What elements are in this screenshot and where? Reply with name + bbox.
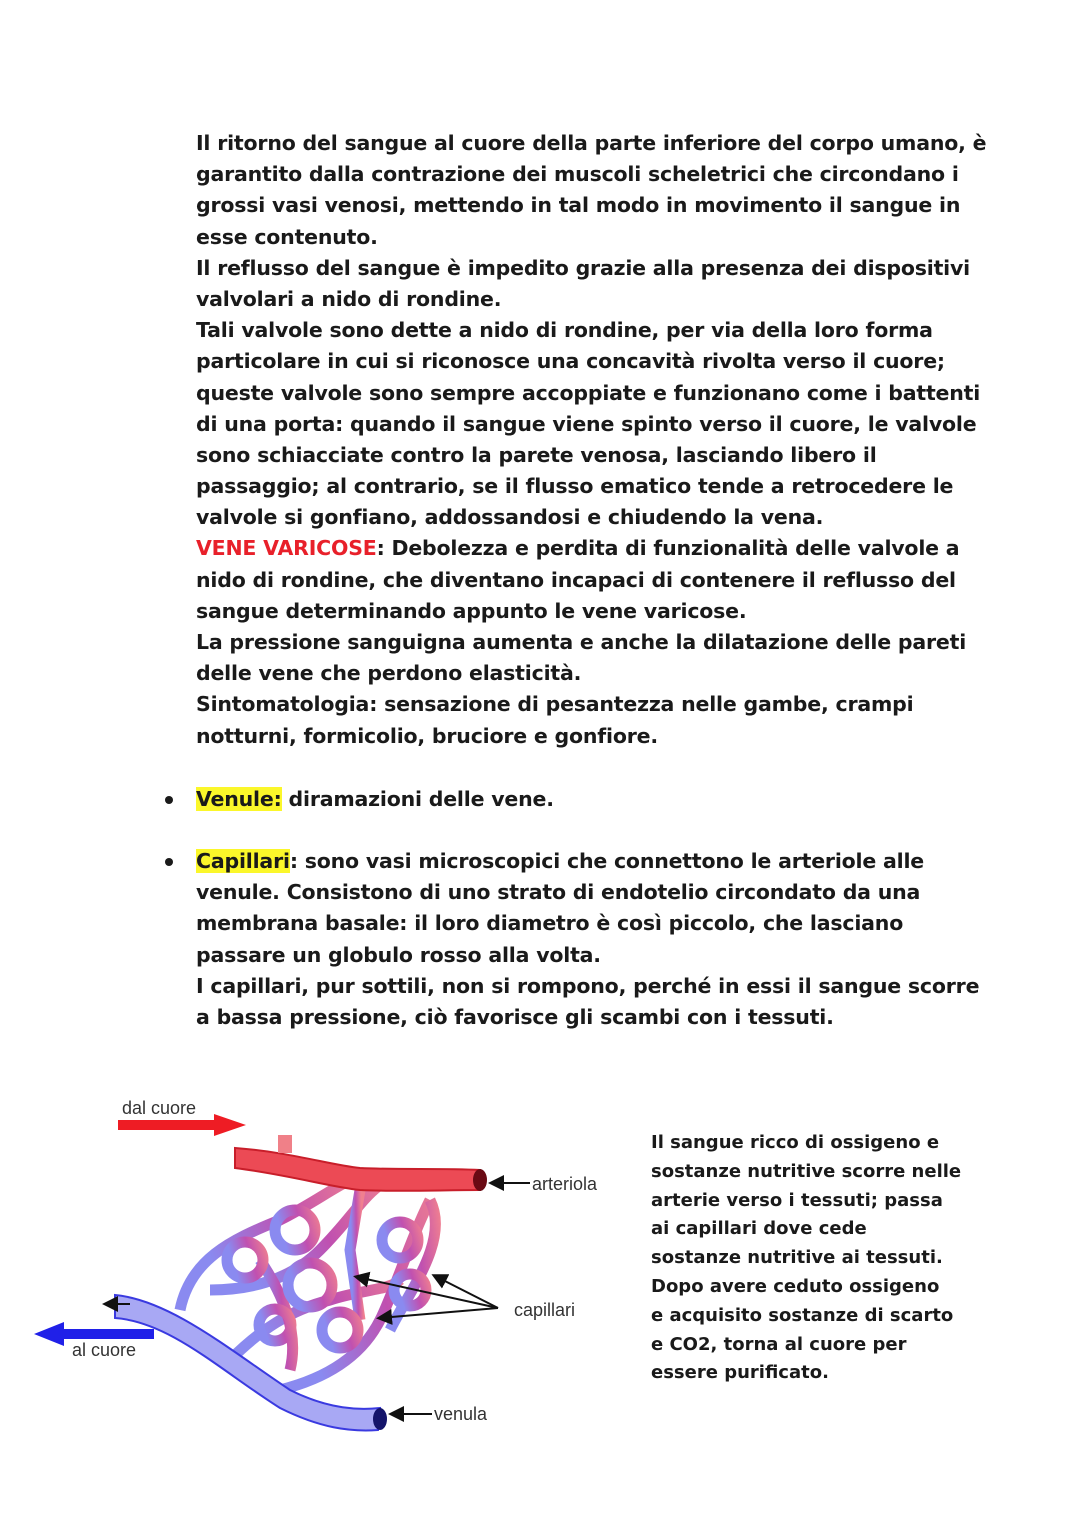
text-line: [196, 284, 986, 315]
text-line: grossi vasi venosi, mettendo in tal modo in movimento il sangue in: [196, 193, 961, 218]
text-line: venule. Consistono di uno strato di endotelio circondato da una: [196, 880, 921, 905]
text-line: sangue determinando appunto le vene varicose.: [196, 598, 747, 623]
text-line: [196, 846, 979, 877]
diagram-description: [651, 1129, 961, 1388]
text: : Debolezza e perdita di funzionalità delle valvole a: [376, 536, 960, 561]
text: Il reflusso del sangue è impedito grazie alla presenza dei: [196, 255, 854, 280]
text: .: [493, 286, 502, 311]
text-line: [196, 533, 986, 564]
text-line: La pressione sanguigna aumenta e anche la dilatazione delle pareti: [196, 630, 967, 654]
bold-term: valvolari a nido di rondine: [196, 286, 494, 311]
text-line: [196, 689, 986, 720]
arteriole-vessel: [235, 1135, 487, 1191]
text: : sono vasi microscopici che connettono le arteriole alle: [289, 849, 925, 873]
capillary-diagram: [30, 1090, 630, 1440]
bold-term: dispositivi: [853, 255, 970, 280]
text-line: particolare in cui si riconosce una concavità rivolta verso il cuore;: [196, 349, 945, 374]
text-line: valvole si gonfiano, addossandosi e chiudendo la vena.: [196, 505, 824, 530]
text-line: sono schiacciate contro la parete venosa, lasciando libero il: [196, 442, 877, 467]
label-to-heart: al cuore: [72, 1340, 137, 1360]
label-from-heart: dal cuore: [122, 1098, 197, 1118]
bold-term: Sintomatologia: [196, 692, 370, 717]
text-line: sostanze nutritive scorre nelle: [651, 1160, 962, 1182]
text-line: [196, 784, 554, 815]
text-line: e acquisito sostanze di scarto: [651, 1304, 954, 1326]
section-venous-return: [196, 128, 986, 752]
text-line: essere purificato.: [651, 1362, 829, 1384]
text-line: delle vene che perdono elasticità.: [196, 661, 582, 686]
text-line: notturni, formicolio, bruciore e gonfiore.: [196, 723, 658, 748]
text-line: esse contenuto.: [196, 224, 378, 249]
text-line: Tali valvole sono dette a nido di rondine, per via della loro forma: [196, 318, 933, 343]
text-line: [196, 253, 986, 284]
highlight-term: Capillari: [196, 849, 290, 873]
text-line: passare un globulo rosso alla volta.: [196, 942, 601, 967]
text-line: di una porta: quando il sangue viene spinto verso il cuore, le valvole: [196, 411, 977, 436]
label-venule: venula: [434, 1404, 488, 1424]
label-arteriole: arteriola: [532, 1174, 598, 1194]
text-line: membrana basale: il loro diametro è così piccolo, che lasciano: [196, 911, 904, 936]
text-line: e CO2, torna al cuore per: [651, 1333, 907, 1355]
text-line: sostanze nutritive ai tessuti.: [651, 1247, 943, 1269]
text-line: garantito dalla contrazione dei muscoli scheletrici che circondano i: [196, 162, 959, 187]
text-line: Dopo avere ceduto ossigeno: [651, 1275, 940, 1297]
list-item-venule: [196, 784, 554, 815]
label-capillaries: capillari: [514, 1300, 576, 1320]
text-line: passaggio; al contrario, se il flusso ematico tende a retrocedere le: [196, 474, 954, 499]
text-line: queste valvole sono sempre accoppiate e funzionano come i battenti: [196, 380, 981, 405]
text-line: nido di rondine, che diventano incapaci di contenere il reflusso del: [196, 567, 956, 592]
highlight-term: Venule:: [196, 787, 282, 811]
list-item-capillari: [196, 846, 979, 1033]
text-line: Il sangue ricco di ossigeno e: [651, 1132, 940, 1153]
text-line: Il ritorno del sangue al cuore della parte inferiore del corpo umano, è: [196, 131, 987, 155]
bullet-icon: [165, 796, 173, 804]
text: diramazioni delle vene.: [281, 787, 554, 811]
text-line: a bassa pressione, ciò favorisce gli scambi con i tessuti.: [196, 1004, 834, 1029]
text: : sensazione di pesantezza nelle gambe, crampi: [369, 692, 914, 717]
bullet-icon: [165, 858, 173, 866]
heading-varicose-veins: VENE VARICOSE: [196, 536, 377, 561]
text-line: I capillari, pur sottili, non si rompono, perché in essi il sangue scorre: [196, 973, 980, 998]
text-line: ai capillari dove cede: [651, 1218, 867, 1240]
text-line: arterie verso i tessuti; passa: [651, 1189, 943, 1211]
